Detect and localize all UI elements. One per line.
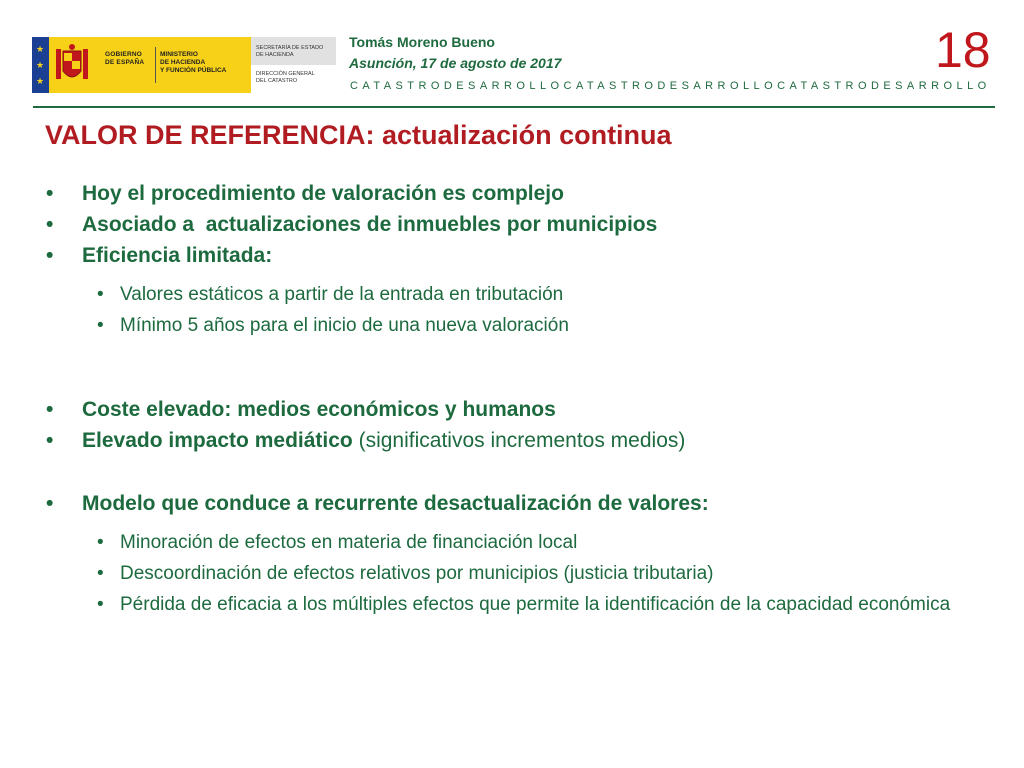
bullet-icon: • <box>46 244 54 267</box>
bullet-item <box>42 240 1002 271</box>
bullet-icon: • <box>46 429 54 452</box>
sub-bullet-item <box>42 558 1002 589</box>
bullet-text: Coste elevado: medios económicos y humanos <box>82 398 556 421</box>
bullet-icon: • <box>46 213 54 236</box>
gov-label <box>105 51 144 67</box>
coat-of-arms-icon <box>54 43 90 87</box>
bullet-item <box>42 394 1002 425</box>
slide-number: 18 <box>935 22 991 78</box>
sub-bullet-text: Valores estáticos a partir de la entrada en tributación <box>120 284 564 305</box>
sub-bullet-icon: • <box>97 315 104 336</box>
logo-divider <box>155 47 156 83</box>
presentation-date: Asunción, 17 de agosto de 2017 <box>349 55 562 71</box>
gov-line-2: DE ESPAÑA <box>105 59 145 66</box>
sub-bullet-item <box>42 279 1002 310</box>
sub-bullet-text: Mínimo 5 años para el inicio de una nueva valoración <box>120 315 569 336</box>
sub-bullet-icon: • <box>97 563 104 584</box>
sub-bullet-item <box>42 589 1002 620</box>
sub-bullet-item <box>42 527 1002 558</box>
catastro-logo <box>251 37 336 93</box>
government-logo <box>32 37 251 93</box>
sub-bullet-icon: • <box>97 284 104 305</box>
bullet-text-bold: Elevado impacto mediático <box>82 429 353 452</box>
sub-bullet-text: Descoordinación de efectos relativos por municipios (justicia tributaria) <box>120 563 714 584</box>
eu-flag-icon: ★ ★ ★ <box>32 37 49 93</box>
slide-title: VALOR DE REFERENCIA: actualización continua <box>45 120 672 150</box>
bullet-item <box>42 178 1002 209</box>
bullet-item <box>42 209 1002 240</box>
bullet-text: Modelo que conduce a recurrente desactualización de valores: <box>82 492 709 515</box>
bullet-icon: • <box>46 492 54 515</box>
author-name: Tomás Moreno Bueno <box>349 34 495 50</box>
bullet-text: Hoy el procedimiento de valoración es complejo <box>82 182 564 205</box>
secretaria-line-2: DE HACIENDA <box>256 51 294 58</box>
sub-bullet-text: Minoración de efectos en materia de financiación local <box>120 532 578 553</box>
ministry-line-1: MINISTERIO <box>160 51 198 58</box>
bullet-text: Asociado a actualizaciones de inmuebles por municipios <box>82 213 658 236</box>
slide-content <box>42 178 1002 620</box>
secretaria-line-1: SECRETARÍA DE ESTADO <box>256 45 324 51</box>
bullet-text-normal: (significativos incrementos medios) <box>352 429 686 452</box>
direccion-line-1: DIRECCIÓN GENERAL <box>256 71 315 77</box>
secretaria-label <box>256 45 323 58</box>
ministry-line-3: Y FUNCIÓN PÚBLICA <box>160 67 227 74</box>
gov-line-1: GOBIERNO <box>105 51 142 58</box>
bullet-text: Eficiencia limitada: <box>82 244 273 267</box>
bullet-icon: • <box>46 182 54 205</box>
bullet-icon: • <box>46 398 54 421</box>
sub-bullet-text: Pérdida de eficacia a los múltiples efectos que permite la identificación de la capacidad económica <box>120 594 951 615</box>
ministry-line-2: DE HACIENDA <box>160 59 206 66</box>
direccion-label <box>256 71 315 84</box>
catastro-ticker: CATASTRODESARROLLOCATASTRODESARROLLOCATASTRODESARROLLO <box>350 80 991 92</box>
header-divider <box>33 106 995 108</box>
sub-bullet-icon: • <box>97 532 104 553</box>
direccion-line-2: DEL CATASTRO <box>256 77 298 84</box>
ministry-label <box>160 51 226 75</box>
bullet-item <box>42 488 1002 519</box>
sub-bullet-icon: • <box>97 594 104 615</box>
sub-bullet-item <box>42 310 1002 341</box>
bullet-item <box>42 425 1002 456</box>
